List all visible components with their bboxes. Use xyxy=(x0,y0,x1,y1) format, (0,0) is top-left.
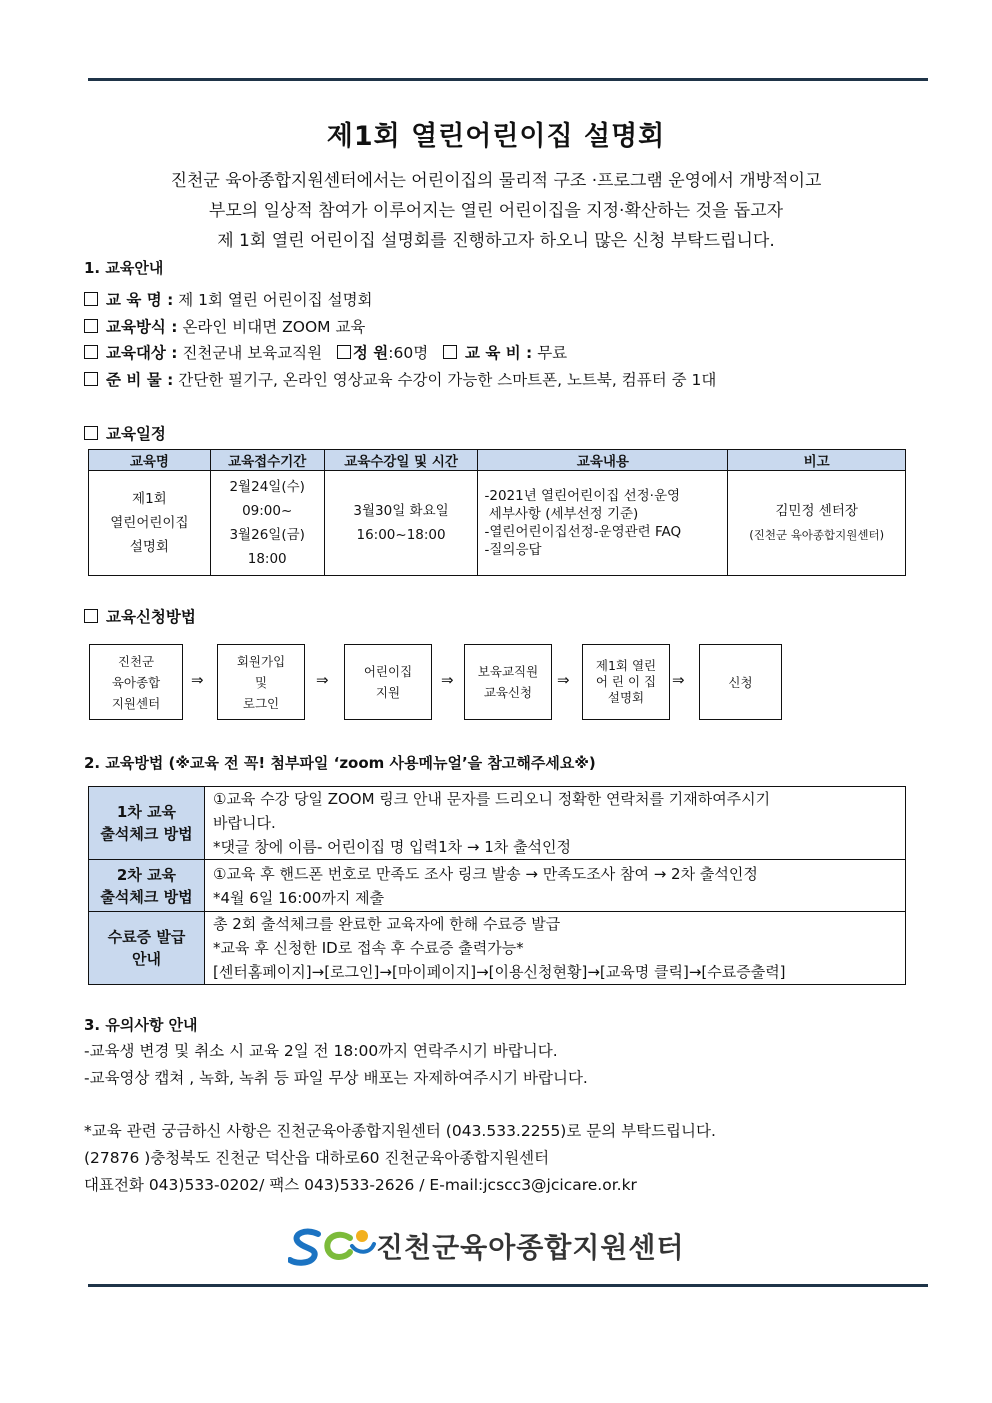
row-content: ①교육 후 핸드폰 번호로 만족도 조사 링크 발송 → 만족도조사 참여 → 2차 출석인정 *4월 6일 16:00까지 제출 xyxy=(205,860,906,912)
schedule-heading: 교육일정 xyxy=(106,425,166,443)
table-header: 교육접수기간 xyxy=(210,450,324,471)
edu-name-cell: 제1회 열린어린이집 설명회 xyxy=(89,471,211,576)
page-title: 제1회 열린어린이집 설명회 xyxy=(326,121,666,152)
flow-step-signup: 회원가입 및 로그인 xyxy=(217,644,305,720)
table-header: 교육명 xyxy=(89,450,211,471)
prep-label: 준 비 물 : xyxy=(106,371,174,389)
edu-method-label: 교육방식 : xyxy=(106,318,178,336)
contact-phone: 대표전화 043)533-0202/ 팩스 043)533-2626 / E-mail:jcscc3@jcicare.or.kr xyxy=(84,1176,637,1194)
edu-name-value: 제 1회 열린 어린이집 설명회 xyxy=(178,291,373,309)
apply-heading-row xyxy=(84,605,196,627)
edu-method-value: 온라인 비대면 ZOOM 교육 xyxy=(182,318,366,336)
table-row xyxy=(89,860,906,912)
checkbox-icon xyxy=(84,426,98,440)
footer-org-name: 진천군육아종합지원센터 xyxy=(376,1231,685,1264)
method-table xyxy=(88,786,906,985)
row-content: 총 2회 출석체크를 완료한 교육자에 한해 수료증 발급 *교육 후 신청한 ID로 접속 후 수료증 출력가능* [센터홈페이지]→[로그인]→[마이페이지]→[이용신청현황]→[교육명 클릭]→[수료증출력] xyxy=(205,912,906,985)
row-label: 수료증 발급 안내 xyxy=(89,912,205,985)
notice-line: -교육영상 캡쳐 , 녹화, 녹취 등 파일 무상 배포는 자제하여주시기 바랍니다. xyxy=(84,1069,588,1087)
table-header: 교육내용 xyxy=(478,450,728,471)
checkbox-icon xyxy=(443,345,457,359)
table-row xyxy=(89,471,906,576)
checkbox-icon xyxy=(84,292,98,306)
row-label: 1차 교육 출석체크 방법 xyxy=(89,787,205,860)
checkbox-icon xyxy=(84,345,98,359)
contact-address: (27876 )충청북도 진천군 덕산읍 대하로60 진천군육아종합지원센터 xyxy=(84,1149,550,1167)
edu-name-label: 교 육 명 : xyxy=(106,291,174,309)
section1-heading: 1. 교육안내 xyxy=(84,259,164,277)
flow-step-staff: 보육교직원 교육신청 xyxy=(464,644,552,720)
arrow-icon: ⇒ xyxy=(441,671,454,689)
content-cell: -2021년 열린어린이집 선정·운영 세부사항 (세부선정 기준) -열린어린이집선정-운영관련 FAQ -질의응답 xyxy=(478,471,728,576)
flow-step-apply: 신청 xyxy=(699,644,782,720)
row-label: 2차 교육 출석체크 방법 xyxy=(89,860,205,912)
table-row xyxy=(89,912,906,985)
table-header: 비고 xyxy=(728,450,906,471)
arrow-icon: ⇒ xyxy=(557,671,570,689)
schedule-heading-row xyxy=(84,422,166,444)
capacity-value: :60명 xyxy=(388,344,429,362)
intro-line-2: 부모의 일상적 참여가 이루어지는 열린 어린이집을 지정·확산하는 것을 돕고자 xyxy=(208,201,784,221)
intro-line-1: 진천군 육아종합지원센터에서는 어린이집의 물리적 구조 ·프로그램 운영에서 개방적이고 xyxy=(170,171,822,191)
row-content: ①교육 수강 당일 ZOOM 링크 안내 문자를 드리오니 정확한 연락처를 기재하여주시기 바랍니다. *댓글 창에 이름- 어린이집 명 입력1차 → 1차 출석인정 xyxy=(205,787,906,860)
table-header: 교육수강일 및 시간 xyxy=(324,450,478,471)
top-rule xyxy=(88,78,928,81)
flow-step-center: 진천군 육아종합 지원센터 xyxy=(89,644,183,720)
date-cell: 3월30일 화요일 16:00~18:00 xyxy=(324,471,478,576)
note-cell: 김민정 센터장 (진천군 육아종합지원센터) xyxy=(728,471,906,576)
prep-value: 간단한 필기구, 온라인 영상교육 수강이 가능한 스마트폰, 노트북, 컴퓨터 중 1대 xyxy=(178,371,717,389)
arrow-icon: ⇒ xyxy=(672,671,685,689)
edu-method-row xyxy=(84,315,365,337)
arrow-icon: ⇒ xyxy=(191,671,204,689)
capacity-label: 정 원 xyxy=(352,344,389,362)
schedule-table xyxy=(88,449,906,576)
flow-step-daycare: 어린이집 지원 xyxy=(344,644,432,720)
flow-step-session: 제1회 열린 어 린 이 집 설명회 xyxy=(582,644,670,720)
checkbox-icon xyxy=(84,372,98,386)
contact-inquiry: *교육 관련 궁금하신 사항은 진천군육아종합지원센터 (043.533.2255)로 문의 부탁드립니다. xyxy=(84,1122,716,1140)
table-row xyxy=(89,787,906,860)
intro-line-3: 제 1회 열린 어린이집 설명회를 진행하고자 하오니 많은 신청 부탁드립니다. xyxy=(217,231,775,251)
edu-name-row xyxy=(84,288,373,310)
checkbox-icon xyxy=(337,345,351,359)
edu-target-label: 교육대상 : xyxy=(106,344,178,362)
edu-target-row xyxy=(84,341,567,363)
footer-logo xyxy=(288,1224,728,1268)
logo-icon xyxy=(288,1224,380,1268)
arrow-icon: ⇒ xyxy=(316,671,329,689)
bottom-rule xyxy=(88,1284,928,1287)
fee-value: 무료 xyxy=(537,344,568,362)
table-header-row xyxy=(89,450,906,471)
section2-heading: 2. 교육방법 (※교육 전 꼭! 첨부파일 ‘zoom 사용메뉴얼’을 참고해주세요※) xyxy=(84,754,596,772)
notice-line: -교육생 변경 및 취소 시 교육 2일 전 18:00까지 연락주시기 바랍니다. xyxy=(84,1042,558,1060)
prep-row xyxy=(84,368,716,390)
checkbox-icon xyxy=(84,319,98,333)
checkbox-icon xyxy=(84,609,98,623)
edu-target-value: 진천군내 보육교직원 xyxy=(182,344,323,362)
section3-heading: 3. 유의사항 안내 xyxy=(84,1016,198,1034)
period-cell: 2월24일(수) 09:00~ 3월26일(금) 18:00 xyxy=(210,471,324,576)
apply-heading: 교육신청방법 xyxy=(106,608,196,626)
fee-label: 교 육 비 : xyxy=(464,344,533,362)
